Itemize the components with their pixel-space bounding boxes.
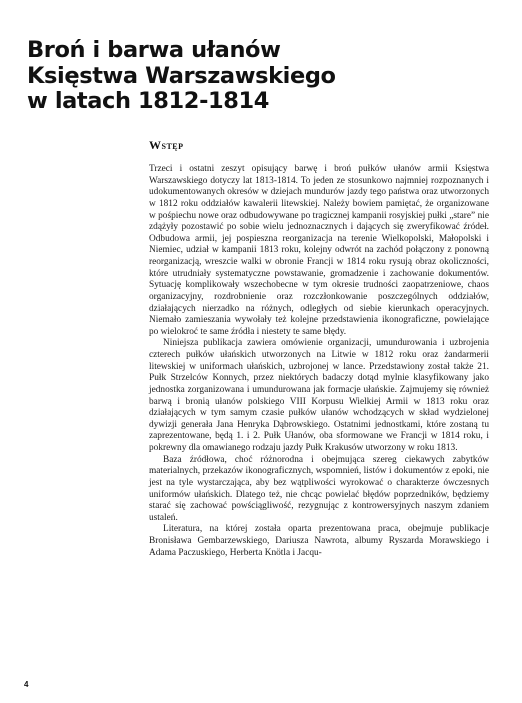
title-line-2: Księstwa Warszawskiego [27,62,336,89]
paragraph-4: Literatura, na której została oparta prezentowana praca, obejmuje publikacje Bronisława Gembarzewskiego, Dariusza Nawrota, albumy Ryszarda Morawskiego i Adama Paczuskiego, Herberta Knötla i Jacqu- [149,524,489,558]
paragraph-2: Niniejsza publikacja zawiera omówienie organizacji, umundurowania i uzbrojenia czterech pułków ułańskich utworzonych na Litwie w 1812 roku oraz żandarmerii litewskiej w uniformach ułańskich, uzbrojonej w lance. Przedstawiony został także 21. Pułk Strzelców Konnych, przez niektórych badaczy dotąd mylnie klasyfikowany jako jednostka zorganizowana i umundurowana jak formacje ułańskie. Zajmujemy się również barwą i bronią ułanów polskiego VIII Korpusu Wielkiej Armii w 1813 roku oraz działających w tym samym czasie pułków ułanów wchodzących w skład wydzielonej dywizji generała Jana Henryka Dąbrowskiego. Ostatnimi jednostkami, które zostaną tu zaprezentowane, będą 1. i 2. Pułk Ułanów, oba sformowane we Francji w 1814 roku, i pokrewny dla omawianego rodzaju jazdy Pułk Krakusów utworzony w roku 1813. [149,338,489,453]
body-text [149,164,489,559]
title-line-1: Broń i barwa ułanów [27,37,281,63]
paragraph-3: Baza źródłowa, choć różnorodna i obejmująca szereg ciekawych zabytków materialnych, przekazów ikonograficznych, wspomnień, listów i dokumentów z epoki, nie jest na tyle wystarczająca, aby bez wątpliwości wyrokować o charakterze ówczesnych uniformów ułańskich. Dlatego też, nie chcąc powielać błędów poprzedników, będziemy starać się zachować powściągliwość, rezygnując z kontrowersyjnych naszym zdaniem ustaleń. [149,454,489,523]
title-line-3: w latach 1812-1814 [27,88,270,114]
paragraph-1: Trzeci i ostatni zeszyt opisujący barwę i broń pułków ułanów armii Księstwa Warszawskiego dotyczy lat 1813-1814. To jeden ze stosunkowo najmniej rozpoznanych i udokumentowanych okresów w dziejach mundurów jazdy tego państwa oraz utworzonych w 1812 roku oddziałów kawalerii litewskiej. Należy bowiem pamiętać, że organizowane w pośpiechu nowe oraz odbudowywane po tragicznej kampanii rosyjskiej pułki „stare” nie zdążyły pozostawić po sobie wielu jednoznacznych i dających się zweryfikować źródeł. Odbudowa armii, jej pospieszna reorganizacja na terenie Wielkopolski, Małopolski i Niemiec, udział w kampanii 1813 roku, kolejny odwrót na zachód połączony z ponowną reorganizacją, wreszcie walki w obronie Francji w 1814 roku rysują obraz okoliczności, które utrudniały systematyczne powstawanie, gromadzenie i zachowanie dokumentów. Sytuację komplikowały wszechobecne w tym okresie trudności zaopatrzeniowe, chaos organizacyjny, rozdrobnienie oraz rozczłonkowanie poszczególnych oddziałów, działających nierzadko na różnych, odległych od siebie kierunkach operacyjnych. Niemało zamieszania wywołały też kolejne przedstawienia ikonograficzne, powielające po wielokroć te same źródła i niestety te same błędy. [149,164,489,337]
page-title [27,38,447,115]
page-number: 4 [24,680,29,689]
section-heading: Wstęp [149,138,184,152]
